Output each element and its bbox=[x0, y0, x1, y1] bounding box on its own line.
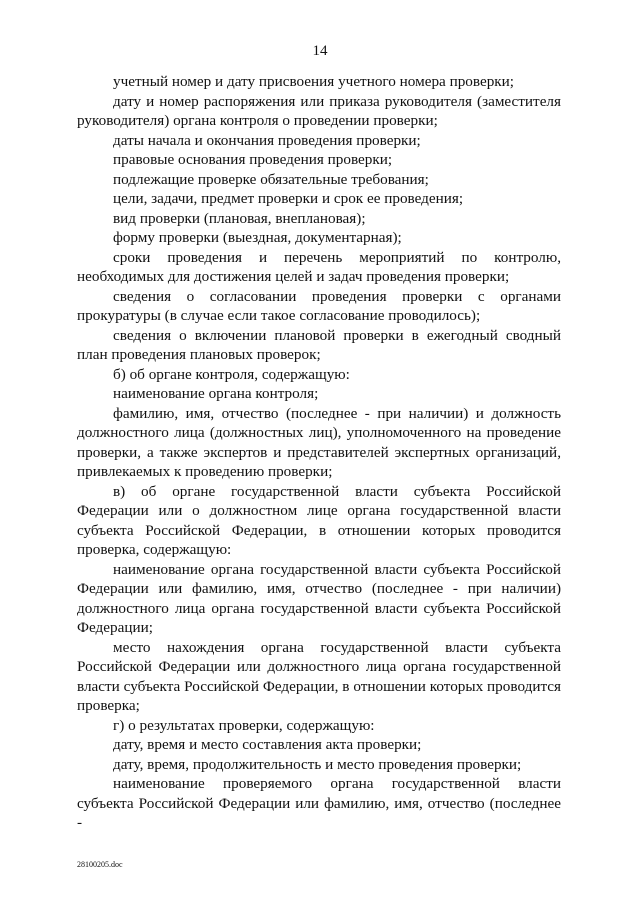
paragraph: место нахождения органа государственной власти субъекта Российской Федерации или должностного лица органа государственной власти субъекта Российской Федерации, в отношении которых проводится проверка; bbox=[77, 638, 561, 714]
paragraph: сведения о включении плановой проверки в ежегодный сводный план проведения плановых проверок; bbox=[77, 326, 561, 363]
paragraph: подлежащие проверке обязательные требования; bbox=[113, 170, 429, 188]
paragraph: фамилию, имя, отчество (последнее - при наличии) и должность должностного лица (должностных лиц), уполномоченного на проведение проверки, а также экспертов и представителей экспертных организаций, привлекаемых к проведению проверки; bbox=[77, 404, 561, 480]
page-number: 14 bbox=[312, 43, 328, 59]
paragraph: наименование органа контроля; bbox=[113, 385, 319, 402]
document-body bbox=[77, 72, 561, 833]
paragraph: сроки проведения и перечень мероприятий по контролю, необходимых для достижения целей и задач проведения проверки; bbox=[77, 248, 561, 285]
paragraph: наименование проверяемого органа государственной власти субъекта Российской Федерации или фамилию, имя, отчество (последнее - bbox=[77, 775, 561, 831]
paragraph: форму проверки (выездная, документарная); bbox=[113, 229, 402, 246]
paragraph: учетный номер и дату присвоения учетного номера проверки; bbox=[113, 73, 515, 90]
paragraph: сведения о согласовании проведения проверки с органами прокуратуры (в случае если такое согласование проводилось); bbox=[77, 287, 561, 324]
paragraph: дату и номер распоряжения или приказа руководителя (заместителя руководителя) органа контроля о проведении проверки; bbox=[77, 92, 561, 129]
paragraph: наименование органа государственной власти субъекта Российской Федерации или фамилию, имя, отчество (последнее - при наличии) должностного лица органа государственной власти субъекта Российской Федерации; bbox=[77, 560, 561, 636]
section-heading-g: г) о результатах проверки, содержащую: bbox=[113, 716, 375, 734]
paragraph: правовые основания проведения проверки; bbox=[113, 151, 393, 168]
paragraph: вид проверки (плановая, внеплановая); bbox=[113, 209, 366, 227]
paragraph: дату, время, продолжительность и место проведения проверки; bbox=[113, 755, 522, 773]
paragraph: даты начала и окончания проведения проверки; bbox=[113, 131, 421, 149]
section-heading-b: б) об органе контроля, содержащую: bbox=[113, 365, 350, 383]
footer-file-code: 28100205.doc bbox=[77, 860, 123, 869]
paragraph: цели, задачи, предмет проверки и срок ее проведения; bbox=[113, 190, 464, 207]
section-heading-v: в) об органе государственной власти субъекта Российской Федерации или о должностном лице органа государственной власти субъекта Российской Федерации, в отношении которых проводится проверка, содержащую: bbox=[77, 482, 561, 558]
paragraph: дату, время и место составления акта проверки; bbox=[113, 736, 422, 753]
